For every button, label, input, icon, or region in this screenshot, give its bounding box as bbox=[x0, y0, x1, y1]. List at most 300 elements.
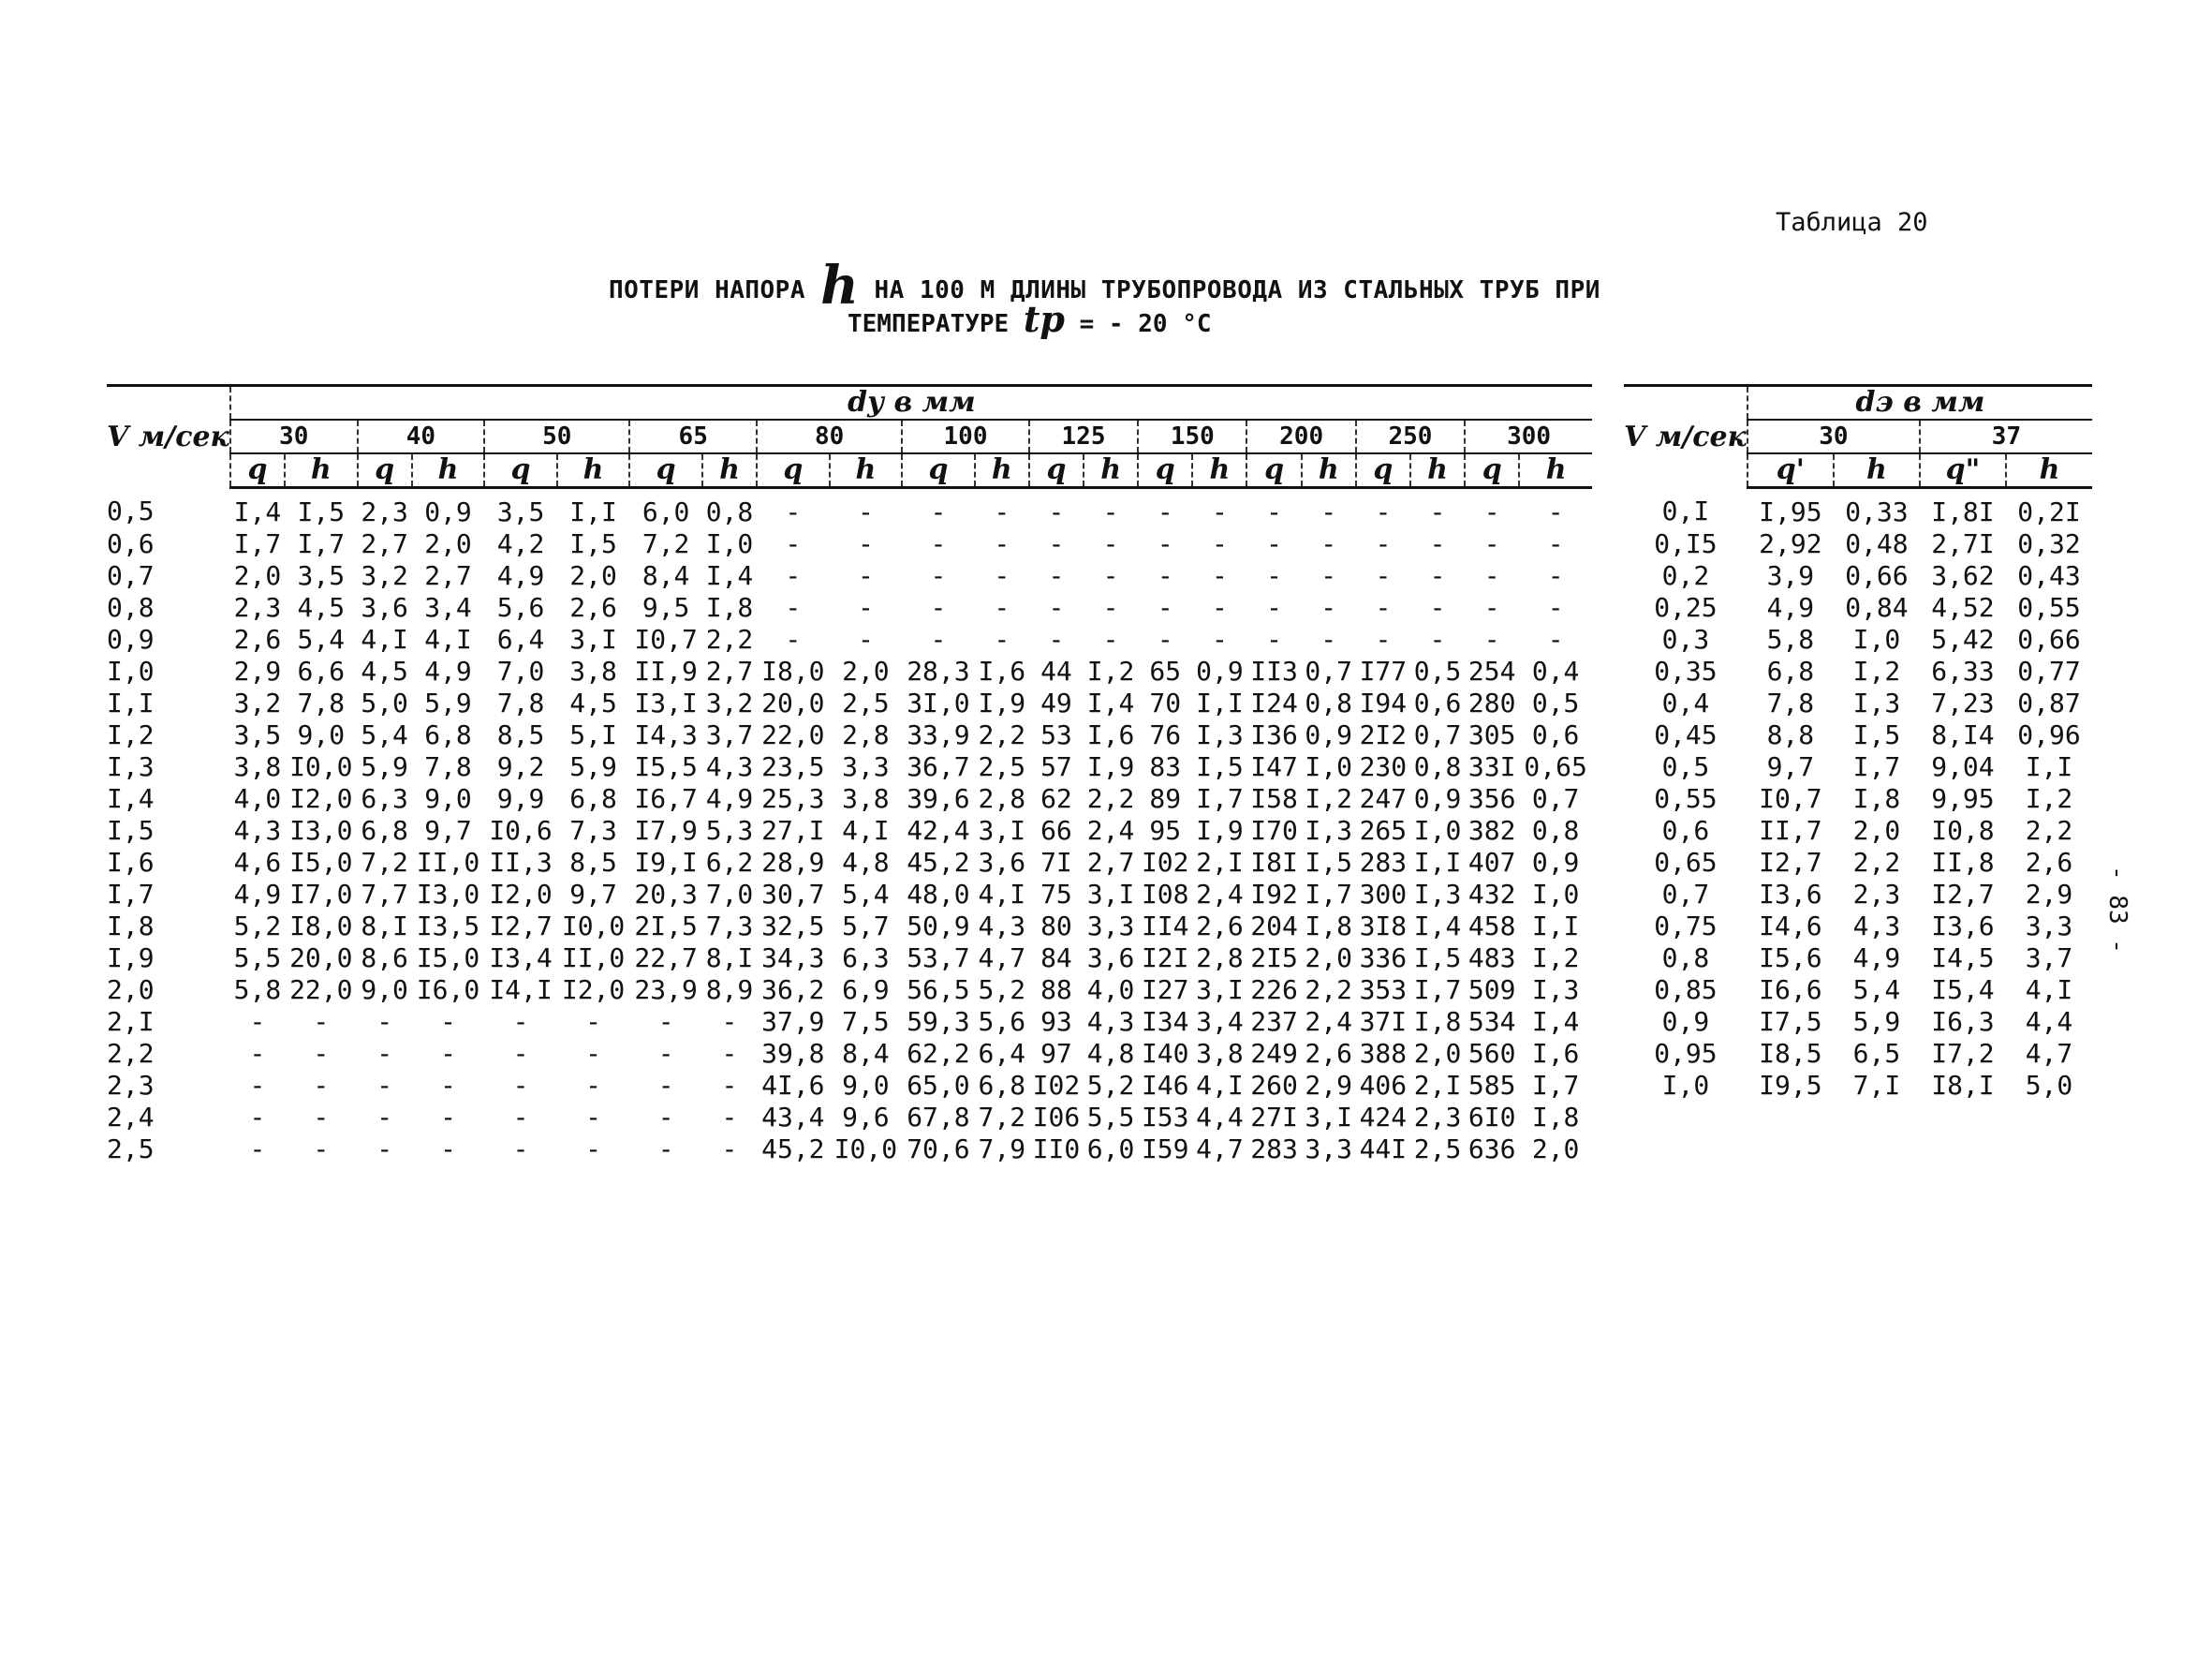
value-cell: 8,8 bbox=[1766, 719, 1815, 750]
value-cell: 2,5 bbox=[978, 751, 1026, 782]
value-cell: - bbox=[994, 528, 1010, 559]
value-cell: I94 bbox=[1359, 688, 1408, 718]
value-cell: 3,I bbox=[1305, 1102, 1352, 1133]
value-cell: - bbox=[1320, 496, 1337, 527]
value-cell: 2,6 bbox=[2025, 847, 2073, 878]
value-cell: - bbox=[994, 560, 1010, 591]
value-cell: 3,62 bbox=[1931, 560, 1995, 591]
table-row bbox=[1624, 624, 2092, 656]
value-cell: I,4 bbox=[1413, 911, 1462, 941]
value-cell: I3,0 bbox=[416, 879, 480, 910]
value-cell: - bbox=[512, 1133, 529, 1164]
value-cell: 406 bbox=[1359, 1070, 1408, 1101]
velocity-cell: 0,6 bbox=[107, 528, 155, 559]
value-cell: 265 bbox=[1359, 815, 1408, 846]
value-cell: 0,8 bbox=[1413, 751, 1462, 782]
value-cell: - bbox=[1102, 624, 1119, 655]
q-subheader: q bbox=[902, 453, 975, 488]
value-cell: 5,3 bbox=[705, 815, 754, 846]
value-cell: 3,4 bbox=[424, 592, 472, 623]
table-row bbox=[107, 528, 1592, 560]
value-cell: 20,3 bbox=[634, 879, 698, 910]
value-cell: I,95 bbox=[1759, 496, 1822, 527]
value-cell: 28,3 bbox=[907, 656, 970, 687]
value-cell: 44I bbox=[1359, 1133, 1408, 1164]
value-cell: 2,3 bbox=[361, 496, 408, 527]
value-cell: 0,8 bbox=[1305, 688, 1352, 718]
value-cell: 8,I4 bbox=[1931, 719, 1995, 750]
value-cell: I,2 bbox=[2025, 783, 2073, 814]
value-cell: 483 bbox=[1467, 942, 1516, 973]
value-cell: 4,I bbox=[978, 879, 1026, 910]
value-cell: 3I,0 bbox=[907, 688, 970, 718]
value-cell: I7,5 bbox=[1759, 1006, 1822, 1037]
value-cell: I,3 bbox=[1531, 974, 1580, 1005]
table-row bbox=[107, 592, 1592, 624]
velocity-cell: 0,I bbox=[1661, 496, 1710, 527]
value-cell: 43,4 bbox=[761, 1102, 825, 1133]
table-row bbox=[107, 847, 1592, 879]
value-cell: 7,0 bbox=[496, 656, 545, 687]
value-cell: - bbox=[585, 1070, 602, 1101]
value-cell: 0,8 bbox=[705, 496, 754, 527]
value-cell: - bbox=[1429, 592, 1446, 623]
velocity-cell: I,0 bbox=[107, 656, 155, 687]
value-cell: 0,33 bbox=[1845, 496, 1909, 527]
q-subheader: q bbox=[757, 453, 830, 488]
value-cell: - bbox=[1157, 592, 1173, 623]
value-cell: 2,I bbox=[1413, 1070, 1462, 1101]
title-h-symbol: h bbox=[820, 255, 860, 317]
side-subheader: q" bbox=[1920, 453, 2006, 488]
value-cell: 0,55 bbox=[2017, 592, 2081, 623]
value-cell: 34,3 bbox=[761, 942, 825, 973]
value-cell: 6I0 bbox=[1467, 1102, 1516, 1133]
value-cell: - bbox=[1483, 560, 1500, 591]
value-cell: 5,8 bbox=[233, 974, 282, 1005]
value-cell: - bbox=[657, 1038, 674, 1069]
value-cell: 62 bbox=[1040, 783, 1072, 814]
value-cell: - bbox=[585, 1038, 602, 1069]
velocity-cell: I,0 bbox=[1661, 1070, 1710, 1101]
value-cell: 4,7 bbox=[2025, 1038, 2073, 1069]
velocity-cell: 2,4 bbox=[107, 1102, 155, 1133]
diameter-header: 200 bbox=[1246, 420, 1355, 453]
value-cell: I,2 bbox=[1305, 783, 1352, 814]
velocity-cell: 0,25 bbox=[1654, 592, 1718, 623]
value-cell: - bbox=[1483, 624, 1500, 655]
value-cell: - bbox=[1375, 624, 1392, 655]
value-cell: I3,I bbox=[634, 688, 698, 718]
value-cell: 560 bbox=[1467, 1038, 1516, 1069]
value-cell: 3,I bbox=[1086, 879, 1135, 910]
diameter-header: 250 bbox=[1356, 420, 1465, 453]
value-cell: - bbox=[313, 1133, 330, 1164]
value-cell: I,4 bbox=[1086, 688, 1135, 718]
value-cell: II3 bbox=[1250, 656, 1298, 687]
value-cell: 32,5 bbox=[761, 911, 825, 941]
value-cell: 88 bbox=[1040, 974, 1072, 1005]
value-cell: - bbox=[785, 528, 802, 559]
value-cell: - bbox=[1483, 528, 1500, 559]
value-cell: 0,32 bbox=[2017, 528, 2081, 559]
value-cell: 6,2 bbox=[705, 847, 754, 878]
value-cell: 3,I bbox=[978, 815, 1026, 846]
side-subheader: h bbox=[2006, 453, 2092, 488]
table-row bbox=[1624, 751, 2092, 783]
value-cell: - bbox=[1102, 496, 1119, 527]
value-cell: - bbox=[1157, 496, 1173, 527]
value-cell: - bbox=[930, 624, 947, 655]
value-cell: 33,9 bbox=[907, 719, 970, 750]
value-cell: 509 bbox=[1467, 974, 1516, 1005]
value-cell: I,8 bbox=[1413, 1006, 1462, 1037]
value-cell: 5,5 bbox=[233, 942, 282, 973]
value-cell: I58 bbox=[1250, 783, 1298, 814]
side-v-column-header: V м/сек bbox=[1624, 386, 1747, 488]
value-cell: - bbox=[1429, 624, 1446, 655]
value-cell: 53 bbox=[1040, 719, 1072, 750]
value-cell: 20,0 bbox=[289, 942, 353, 973]
value-cell: - bbox=[1211, 528, 1228, 559]
value-cell: - bbox=[1266, 528, 1282, 559]
velocity-cell: 0,4 bbox=[1661, 688, 1710, 718]
value-cell: 50,9 bbox=[907, 911, 970, 941]
value-cell: 8,9 bbox=[705, 974, 754, 1005]
value-cell: 8,I bbox=[361, 911, 408, 941]
value-cell: 42,4 bbox=[907, 815, 970, 846]
value-cell: 2,9 bbox=[2025, 879, 2073, 910]
value-cell: - bbox=[249, 1006, 266, 1037]
q-subheader: q bbox=[230, 453, 285, 488]
value-cell: - bbox=[1266, 624, 1282, 655]
value-cell: 22,0 bbox=[761, 719, 825, 750]
value-cell: - bbox=[1211, 496, 1228, 527]
value-cell: - bbox=[1320, 624, 1337, 655]
value-cell: II,9 bbox=[634, 656, 698, 687]
table-row bbox=[1624, 815, 2092, 847]
velocity-cell: 2,0 bbox=[107, 974, 155, 1005]
value-cell: - bbox=[1547, 624, 1564, 655]
value-cell: 4,9 bbox=[496, 560, 545, 591]
value-cell: - bbox=[249, 1133, 266, 1164]
value-cell: 33I bbox=[1467, 751, 1516, 782]
value-cell: - bbox=[440, 1102, 456, 1133]
value-cell: 7,9 bbox=[978, 1133, 1026, 1164]
value-cell: I6,6 bbox=[1759, 974, 1822, 1005]
value-cell: 2,6 bbox=[569, 592, 617, 623]
value-cell: I5,5 bbox=[634, 751, 698, 782]
value-cell: 7,8 bbox=[297, 688, 346, 718]
dy-group-header: dу в мм bbox=[230, 386, 1592, 421]
value-cell: 84 bbox=[1040, 942, 1072, 973]
value-cell: 2,8 bbox=[1196, 942, 1244, 973]
value-cell: - bbox=[1048, 592, 1065, 623]
value-cell: - bbox=[1157, 624, 1173, 655]
value-cell: - bbox=[585, 1006, 602, 1037]
value-cell: I4,5 bbox=[1931, 942, 1995, 973]
value-cell: 59,3 bbox=[907, 1006, 970, 1037]
value-cell: 66 bbox=[1040, 815, 1072, 846]
value-cell: 2,3 bbox=[1413, 1102, 1462, 1133]
value-cell: I,9 bbox=[978, 688, 1026, 718]
value-cell: 6,33 bbox=[1931, 656, 1995, 687]
value-cell: 0,9 bbox=[1305, 719, 1352, 750]
value-cell: 424 bbox=[1359, 1102, 1408, 1133]
value-cell: 37I bbox=[1359, 1006, 1408, 1037]
value-cell: I,7 bbox=[1531, 1070, 1580, 1101]
value-cell: 5,5 bbox=[1086, 1102, 1135, 1133]
value-cell: 9,7 bbox=[569, 879, 617, 910]
value-cell: 4I,6 bbox=[761, 1070, 825, 1101]
diameter-header-row bbox=[107, 420, 1592, 453]
value-cell: 260 bbox=[1250, 1070, 1298, 1101]
value-cell: I0,8 bbox=[1931, 815, 1995, 846]
value-cell: 2I2 bbox=[1359, 719, 1408, 750]
value-cell: 6,8 bbox=[1766, 656, 1815, 687]
value-cell: 3,I bbox=[569, 624, 617, 655]
value-cell: - bbox=[440, 1070, 456, 1101]
value-cell: 2,5 bbox=[1413, 1133, 1462, 1164]
value-cell: 9,9 bbox=[496, 783, 545, 814]
q-subheader: q bbox=[1356, 453, 1410, 488]
value-cell: 0,66 bbox=[1845, 560, 1909, 591]
value-cell: 4,5 bbox=[569, 688, 617, 718]
value-cell: 3,I bbox=[1196, 974, 1244, 1005]
de-group-header: dэ в мм bbox=[1747, 386, 2092, 421]
value-cell: 4,2 bbox=[496, 528, 545, 559]
value-cell: - bbox=[512, 1038, 529, 1069]
value-cell: 5,6 bbox=[496, 592, 545, 623]
value-cell: I,5 bbox=[297, 496, 346, 527]
value-cell: - bbox=[721, 1133, 738, 1164]
table-row bbox=[1624, 488, 2092, 529]
diameter-header: 50 bbox=[484, 420, 629, 453]
value-cell: - bbox=[376, 1006, 393, 1037]
value-cell: - bbox=[657, 1006, 674, 1037]
value-cell: 4,3 bbox=[1086, 1006, 1135, 1037]
table-row bbox=[107, 783, 1592, 815]
value-cell: - bbox=[585, 1133, 602, 1164]
value-cell: I,0 bbox=[1531, 879, 1580, 910]
value-cell: I,4 bbox=[1531, 1006, 1580, 1037]
value-cell: 6,5 bbox=[1852, 1038, 1901, 1069]
value-cell: 6,6 bbox=[297, 656, 346, 687]
value-cell: - bbox=[440, 1133, 456, 1164]
value-cell: 300 bbox=[1359, 879, 1408, 910]
value-cell: 6,8 bbox=[424, 719, 472, 750]
value-cell: 2,2 bbox=[705, 624, 754, 655]
h-subheader: h bbox=[1410, 453, 1465, 488]
value-cell: 3,8 bbox=[842, 783, 890, 814]
value-cell: I,5 bbox=[1305, 847, 1352, 878]
value-cell: 8,5 bbox=[569, 847, 617, 878]
value-cell: I,5 bbox=[1413, 942, 1462, 973]
value-cell: I8,0 bbox=[761, 656, 825, 687]
value-cell: I,4 bbox=[705, 560, 754, 591]
velocity-cell: I,6 bbox=[107, 847, 155, 878]
value-cell: 247 bbox=[1359, 783, 1408, 814]
value-cell: 7,5 bbox=[842, 1006, 890, 1037]
value-cell: 4,I bbox=[1196, 1070, 1244, 1101]
table-row bbox=[1624, 1038, 2092, 1070]
value-cell: 3,3 bbox=[1086, 911, 1135, 941]
velocity-cell: 2,5 bbox=[107, 1133, 155, 1164]
value-cell: I7,2 bbox=[1931, 1038, 1995, 1069]
velocity-cell: 0,35 bbox=[1654, 656, 1718, 687]
diameter-header: 30 bbox=[230, 420, 358, 453]
table-row bbox=[1624, 911, 2092, 942]
value-cell: 7,8 bbox=[1766, 688, 1815, 718]
value-cell: 4,8 bbox=[1086, 1038, 1135, 1069]
value-cell: 7,7 bbox=[361, 879, 408, 910]
value-cell: - bbox=[313, 1006, 330, 1037]
page-subtitle bbox=[848, 298, 1212, 340]
value-cell: I2,0 bbox=[289, 783, 353, 814]
table-row bbox=[1624, 879, 2092, 911]
value-cell: I,8 bbox=[1305, 911, 1352, 941]
value-cell: - bbox=[440, 1038, 456, 1069]
table-row bbox=[1624, 942, 2092, 974]
value-cell: 356 bbox=[1467, 783, 1516, 814]
value-cell: 9,7 bbox=[424, 815, 472, 846]
value-cell: 20,0 bbox=[761, 688, 825, 718]
value-cell: 0,66 bbox=[2017, 624, 2081, 655]
value-cell: 2,6 bbox=[233, 624, 282, 655]
value-cell: - bbox=[785, 592, 802, 623]
value-cell: 5,0 bbox=[2025, 1070, 2073, 1101]
value-cell: 3,8 bbox=[233, 751, 282, 782]
value-cell: 3,5 bbox=[297, 560, 346, 591]
value-cell: 5,4 bbox=[297, 624, 346, 655]
value-cell: I2,7 bbox=[1759, 847, 1822, 878]
value-cell: 4,0 bbox=[233, 783, 282, 814]
table-row bbox=[1624, 1006, 2092, 1038]
value-cell: I8,I bbox=[1931, 1070, 1995, 1101]
value-cell: I4,3 bbox=[634, 719, 698, 750]
value-cell: 7I bbox=[1040, 847, 1072, 878]
value-cell: 5,42 bbox=[1931, 624, 1995, 655]
value-cell: 7,8 bbox=[424, 751, 472, 782]
value-cell: 4,52 bbox=[1931, 592, 1995, 623]
value-cell: I6,0 bbox=[416, 974, 480, 1005]
value-cell: 4,I bbox=[842, 815, 890, 846]
value-cell: 636 bbox=[1467, 1133, 1516, 1164]
value-cell: 27I bbox=[1250, 1102, 1298, 1133]
value-cell: 6,4 bbox=[496, 624, 545, 655]
value-cell: 458 bbox=[1467, 911, 1516, 941]
value-cell: 7,3 bbox=[705, 911, 754, 941]
value-cell: II0 bbox=[1032, 1133, 1081, 1164]
value-cell: 7,8 bbox=[496, 688, 545, 718]
value-cell: 9,6 bbox=[842, 1102, 890, 1133]
value-cell: - bbox=[930, 496, 947, 527]
value-cell: 0,7 bbox=[1413, 719, 1462, 750]
value-cell: I,5 bbox=[1196, 751, 1244, 782]
value-cell: I,I bbox=[2025, 751, 2073, 782]
value-cell: 3,3 bbox=[842, 751, 890, 782]
value-cell: 56,5 bbox=[907, 974, 970, 1005]
value-cell: I0,7 bbox=[634, 624, 698, 655]
side-diameter-header: 30 bbox=[1747, 420, 1920, 453]
value-cell: 45,2 bbox=[761, 1133, 825, 1164]
value-cell: - bbox=[1211, 592, 1228, 623]
side-diameter-header: 37 bbox=[1920, 420, 2092, 453]
value-cell: I,2 bbox=[1086, 656, 1135, 687]
value-cell: I34 bbox=[1141, 1006, 1189, 1037]
velocity-cell: I,5 bbox=[107, 815, 155, 846]
velocity-cell: I,I bbox=[107, 688, 155, 718]
value-cell: I,6 bbox=[1086, 719, 1135, 750]
value-cell: I2,7 bbox=[489, 911, 553, 941]
value-cell: 0,9 bbox=[1413, 783, 1462, 814]
value-cell: 0,43 bbox=[2017, 560, 2081, 591]
diameter-header: 125 bbox=[1029, 420, 1138, 453]
value-cell: 7,2 bbox=[978, 1102, 1026, 1133]
value-cell: I24 bbox=[1250, 688, 1298, 718]
value-cell: 67,8 bbox=[907, 1102, 970, 1133]
h-subheader: h bbox=[412, 453, 485, 488]
table-row bbox=[107, 974, 1592, 1006]
value-cell: 0,65 bbox=[1524, 751, 1587, 782]
value-cell: - bbox=[249, 1070, 266, 1101]
velocity-cell: 0,65 bbox=[1654, 847, 1718, 878]
value-cell: I3,0 bbox=[289, 815, 353, 846]
value-cell: I46 bbox=[1141, 1070, 1189, 1101]
value-cell: 3,2 bbox=[361, 560, 408, 591]
value-cell: - bbox=[313, 1070, 330, 1101]
value-cell: - bbox=[1547, 560, 1564, 591]
value-cell: - bbox=[313, 1038, 330, 1069]
value-cell: 0,9 bbox=[1531, 847, 1580, 878]
table-row bbox=[107, 1006, 1592, 1038]
value-cell: 4,3 bbox=[705, 751, 754, 782]
value-cell: 6,9 bbox=[842, 974, 890, 1005]
value-cell: 2,3 bbox=[1852, 879, 1901, 910]
table-row bbox=[107, 719, 1592, 751]
value-cell: - bbox=[721, 1070, 738, 1101]
velocity-cell: 0,45 bbox=[1654, 719, 1718, 750]
value-cell: I2,7 bbox=[1931, 879, 1995, 910]
q-subheader: q bbox=[358, 453, 412, 488]
value-cell: I,7 bbox=[1305, 879, 1352, 910]
table-row bbox=[1624, 592, 2092, 624]
value-cell: 4,3 bbox=[1852, 911, 1901, 941]
value-cell: I3,4 bbox=[489, 942, 553, 973]
value-cell: 6,3 bbox=[842, 942, 890, 973]
table-row bbox=[107, 560, 1592, 592]
value-cell: 2,92 bbox=[1759, 528, 1822, 559]
value-cell: 2,2 bbox=[1305, 974, 1352, 1005]
value-cell: 4,5 bbox=[361, 656, 408, 687]
value-cell: 0,9 bbox=[1196, 656, 1244, 687]
velocity-cell: 0,55 bbox=[1654, 783, 1718, 814]
value-cell: 2,0 bbox=[569, 560, 617, 591]
value-cell: 65 bbox=[1149, 656, 1182, 687]
value-cell: - bbox=[512, 1102, 529, 1133]
value-cell: 6,0 bbox=[641, 496, 690, 527]
value-cell: I6,7 bbox=[634, 783, 698, 814]
table-row bbox=[107, 1070, 1592, 1102]
value-cell: - bbox=[1211, 624, 1228, 655]
value-cell: 4,6 bbox=[233, 847, 282, 878]
value-cell: 3,7 bbox=[705, 719, 754, 750]
value-cell: 3,3 bbox=[1305, 1133, 1352, 1164]
value-cell: 7,I bbox=[1852, 1070, 1901, 1101]
value-cell: - bbox=[1048, 528, 1065, 559]
h-subheader: h bbox=[1192, 453, 1246, 488]
value-cell: I9,I bbox=[634, 847, 698, 878]
